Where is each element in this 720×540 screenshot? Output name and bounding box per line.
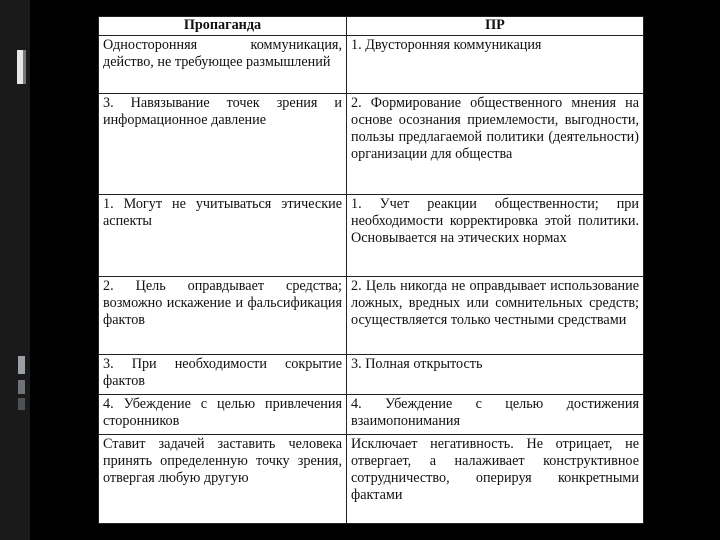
decorative-bar-shadow (23, 50, 26, 84)
table-row (99, 355, 644, 395)
table-row (99, 195, 644, 277)
decorative-block (18, 398, 25, 410)
cell-propaganda: Односторонняя коммуникация, действо, не требующее размышлений (99, 36, 347, 94)
comparison-table (98, 16, 644, 524)
table-row (99, 435, 644, 524)
document-image (98, 16, 643, 524)
table-row (99, 395, 644, 435)
table-row (99, 277, 644, 355)
cell-pr: 1. Двусторонняя коммуникация (347, 36, 644, 94)
cell-pr: 4. Убеждение с целью достижения взаимопонимания (347, 395, 644, 435)
table-row (99, 94, 644, 195)
cell-propaganda: 3. Навязывание точек зрения и информационное давление (99, 94, 347, 195)
cell-pr: Исключает негативность. Не отрицает, не отвергает, а налаживает конструктивное сотрудничество, оперируя конкретными фактами (347, 435, 644, 524)
column-header-pr: ПР (347, 17, 644, 36)
cell-propaganda: 3. При необходимости сокрытие фактов (99, 355, 347, 395)
table-header-row (99, 17, 644, 36)
cell-propaganda: 2. Цель оправдывает средства; возможно искажение и фальсификация фактов (99, 277, 347, 355)
table-row (99, 36, 644, 94)
cell-propaganda: 1. Могут не учитываться этические аспекты (99, 195, 347, 277)
decorative-block (18, 356, 25, 374)
cell-pr: 3. Полная открытость (347, 355, 644, 395)
column-header-propaganda: Пропаганда (99, 17, 347, 36)
cell-propaganda: 4. Убеждение с целью привлечения сторонников (99, 395, 347, 435)
decorative-block (18, 380, 25, 394)
cell-pr: 1. Учет реакции общественности; при необходимости корректировка этой политики. Основывается на этических нормах (347, 195, 644, 277)
cell-pr: 2. Цель никогда не оправдывает использование ложных, вредных или сомнительных средств; осуществляется только честными средствами (347, 277, 644, 355)
cell-propaganda: Ставит задачей заставить человека принять определенную точку зрения, отвергая любую другую (99, 435, 347, 524)
cell-pr: 2. Формирование общественного мнения на основе осознания приемлемости, выгодности, пользы предлагаемой политики (деятельности) организации для общества (347, 94, 644, 195)
